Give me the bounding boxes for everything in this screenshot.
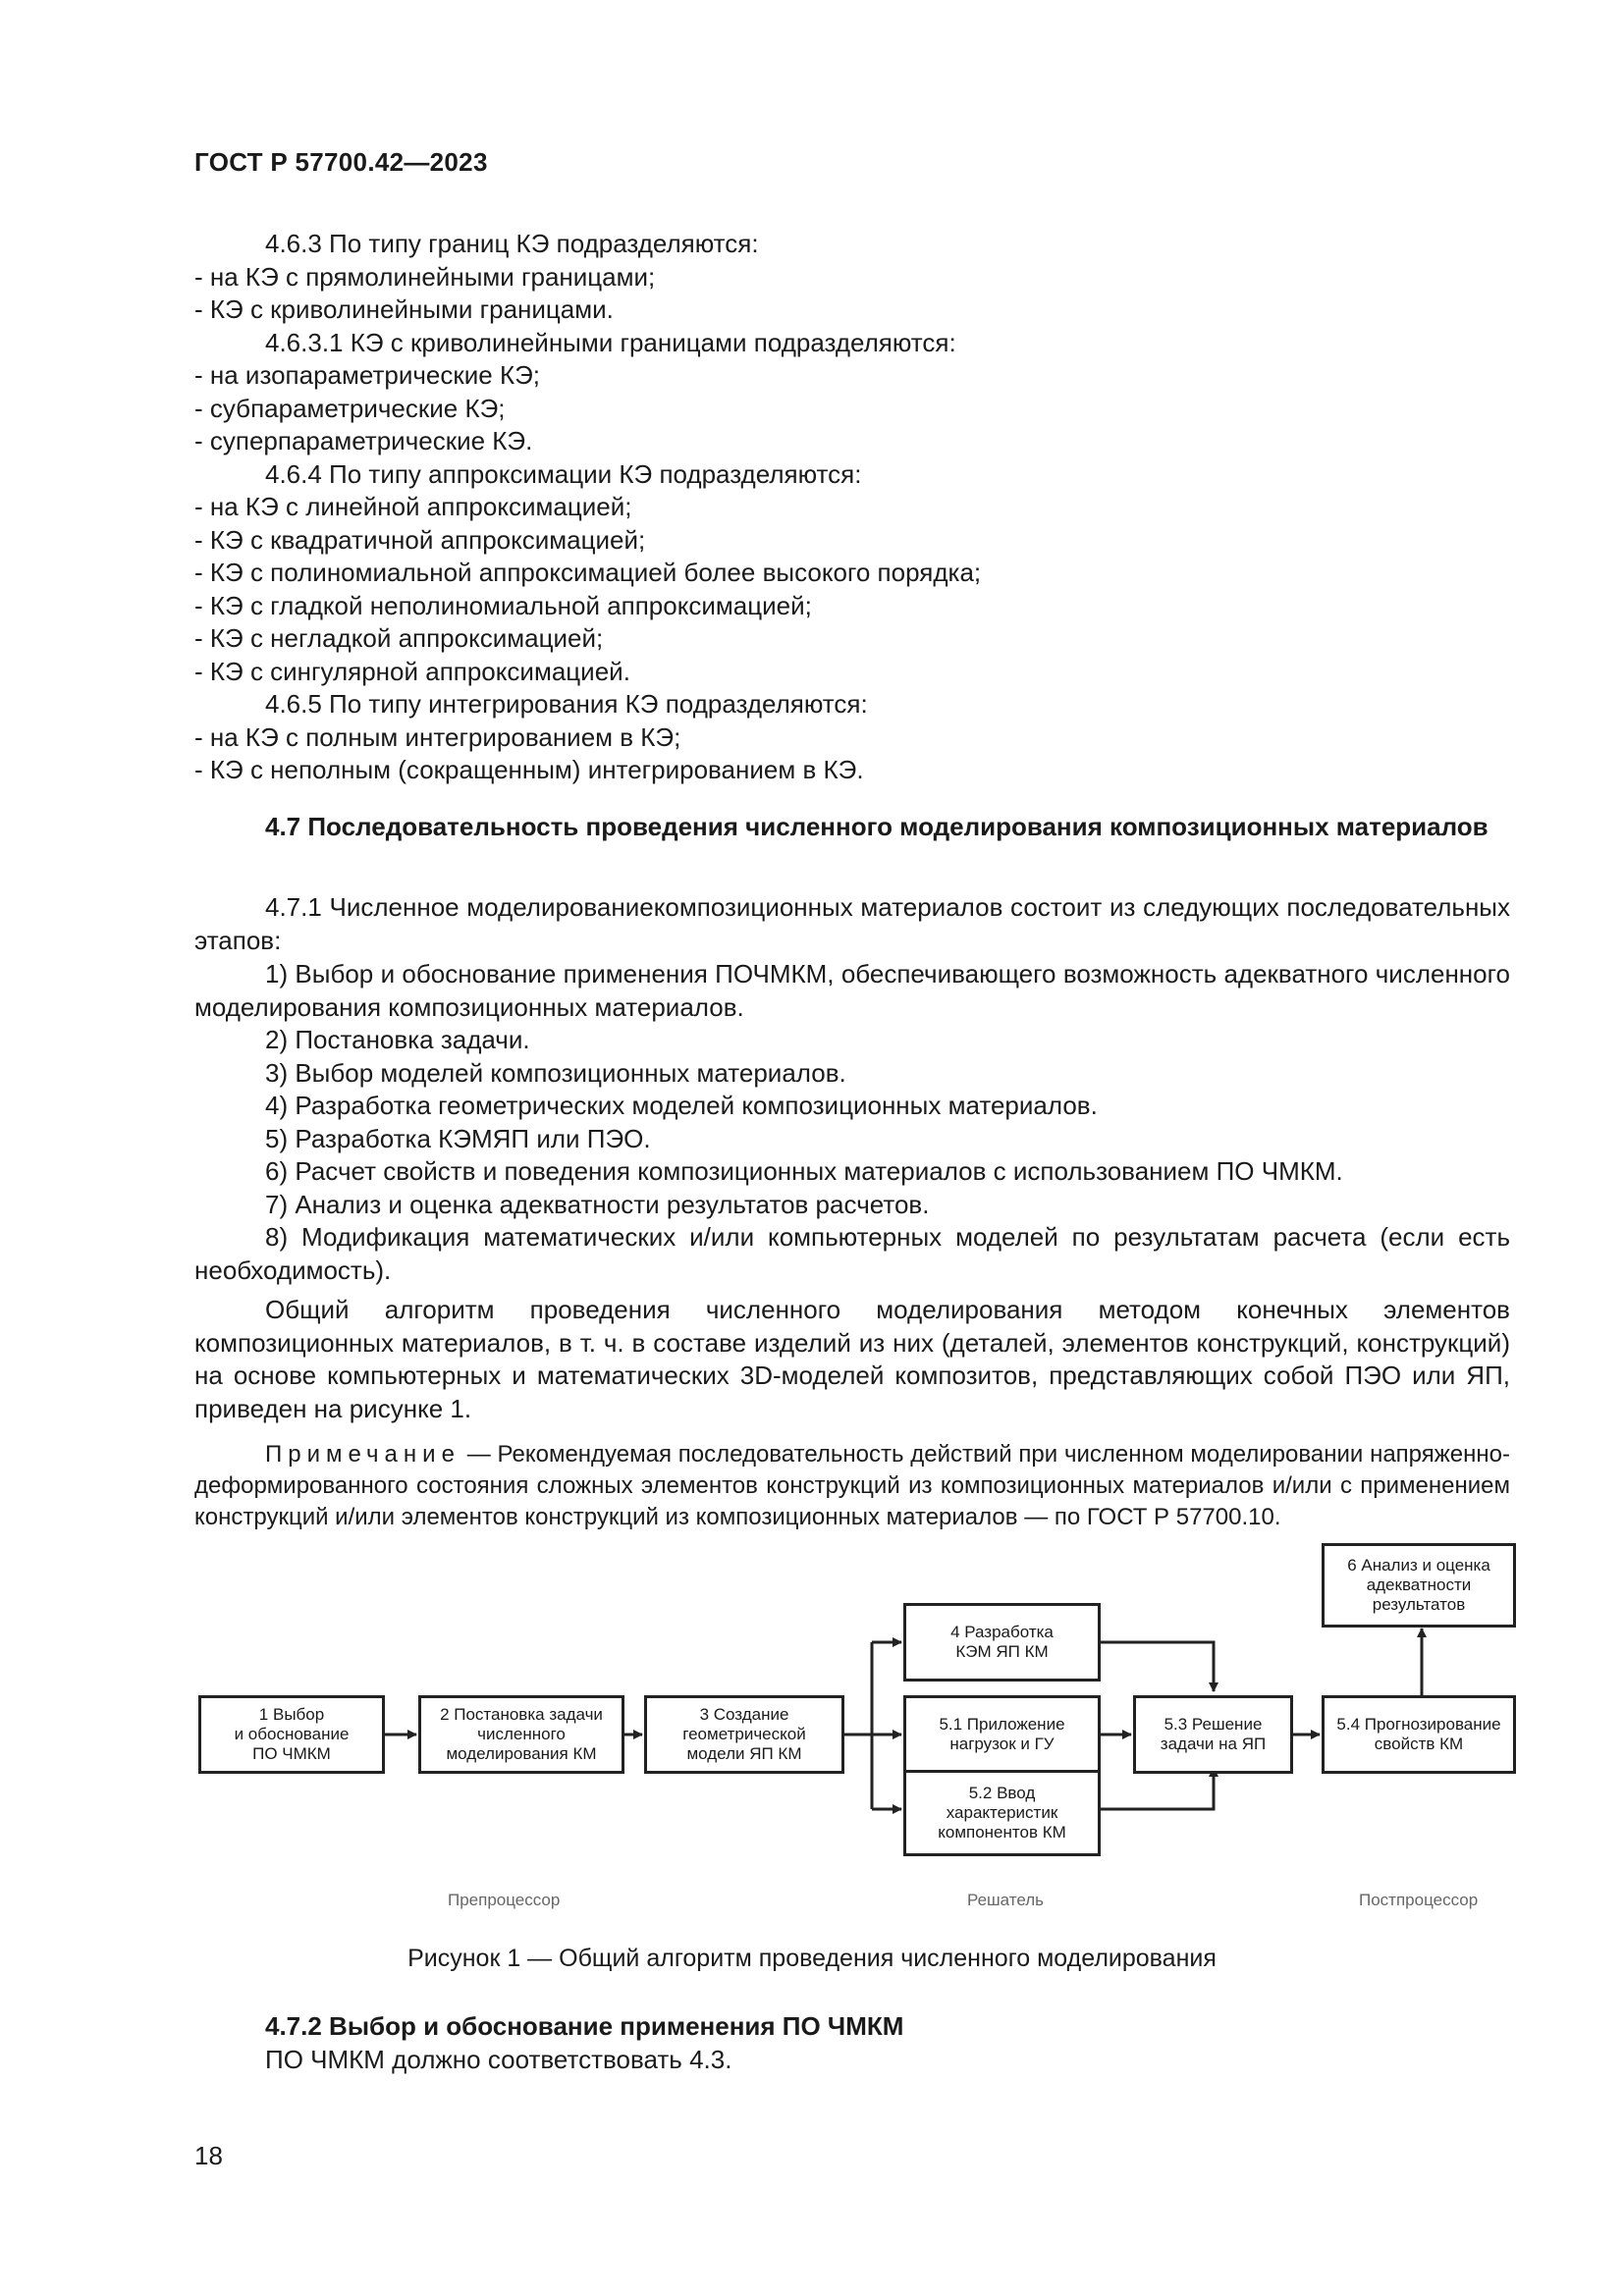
list-item: - КЭ с квадратичной аппроксимацией;: [194, 524, 646, 555]
stage-item: 1) Выбор и обоснование применения ПОЧМКМ, обеспечивающего возможность адекватного численного моделирования композиционных материалов.: [194, 959, 1510, 1022]
section-4-7-title: 4.7 Последовательность проведения численного моделирования композиционных материалов: [265, 812, 1489, 841]
box-5-2-characteristics: 5.2 Ввод характеристик компонентов КМ: [903, 1770, 1101, 1856]
list-item: - субпараметрические КЭ;: [194, 393, 506, 423]
stage-item: 7) Анализ и оценка адекватности результатов расчетов.: [265, 1189, 930, 1219]
classification-list: [194, 228, 1510, 787]
stage-item: 4) Разработка геометрических моделей композиционных материалов.: [265, 1091, 1098, 1120]
stage-item: 3) Выбор моделей композиционных материалов.: [265, 1057, 846, 1088]
list-item: - на КЭ с прямолинейными границами;: [194, 261, 656, 292]
list-item: - КЭ с полиномиальной аппроксимацией более высокого порядка;: [194, 558, 982, 587]
box-3-geometric-model: 3 Создание геометрической модели ЯП КМ: [644, 1695, 844, 1774]
page-number: 18: [194, 2141, 223, 2170]
algorithm-text: Общий алгоритм проведения численного моделирования методом конечных элементов композиционных материалов, в т. ч. в составе изделий из них (деталей, элементов конструкций, конструкций) на основе компьютерных и математических 3D-моделей композитов, представляющих собой ПЭО или ЯП, приведен на рисунке 1.: [194, 1295, 1510, 1423]
algorithm-paragraph: [194, 1294, 1510, 1425]
box-4-fem-development: 4 Разработка КЭМ ЯП КМ: [903, 1603, 1101, 1682]
list-item: - на изопараметрические КЭ;: [194, 360, 541, 390]
document-header: ГОСТ Р 57700.42—2023: [194, 147, 488, 177]
section-4-7-2-text: ПО ЧМКМ должно соответствовать 4.3.: [265, 2045, 732, 2074]
list-item: - на КЭ с линейной аппроксимацией;: [194, 492, 632, 521]
note-paragraph: [194, 1439, 1510, 1533]
section-4-7-2-paragraph: [265, 2044, 1512, 2077]
subsection-line: 4.6.3 По типу границ КЭ подразделяются:: [265, 229, 759, 258]
box-1-select-software: 1 Выбор и обоснование ПО ЧМКМ: [198, 1695, 385, 1774]
stage-item: 5) Разработка КЭМЯП или ПЭО.: [265, 1123, 651, 1153]
note-text: — Рекомендуемая последовательность действий при численном моделировании напряженно-деформированного состояния сложных элементов конструкций из композиционных материалов и/или с применением конструкций и/или элементов конструкций из композиционных материалов — по ГОСТ Р 57700.10.: [194, 1441, 1510, 1530]
stage-item: 8) Модификация математических и/или компьютерных моделей по результатам расчета (если есть необходимость).: [194, 1222, 1510, 1285]
box-2-problem-statement: 2 Постановка задачи численного моделирования КМ: [418, 1695, 624, 1774]
list-item: - КЭ с криволинейными границами.: [194, 294, 614, 324]
note-label: Примечание: [265, 1441, 460, 1468]
list-item: - КЭ с неполным (сокращенным) интегрированием в КЭ.: [194, 755, 864, 784]
figure-caption: Рисунок 1 — Общий алгоритм проведения численного моделирования: [407, 1945, 1217, 1972]
subsection-line: 4.6.3.1 КЭ с криволинейными границами подразделяются:: [265, 327, 956, 357]
subsection-line: 4.6.5 По типу интегрирования КЭ подразделяются:: [265, 689, 868, 719]
list-item: - КЭ с негладкой аппроксимацией;: [194, 623, 604, 653]
box-5-3-solve: 5.3 Решение задачи на ЯП: [1133, 1695, 1293, 1774]
list-item: - на КЭ с полным интегрированием в КЭ;: [194, 721, 681, 752]
stage-item: 6) Расчет свойств и поведения композиционных материалов с использованием ПО ЧМКМ.: [265, 1156, 1343, 1186]
stage-postprocessor: Постпроцессор: [1359, 1891, 1479, 1909]
stage-solver: Решатель: [967, 1891, 1045, 1909]
section-4-7-1-text: 4.7.1 Численное моделированиекомпозиционных материалов состоит из следующих последовательных этапов:: [194, 892, 1510, 955]
stage-preprocessor: Препроцессор: [448, 1891, 561, 1909]
box-5-4-prediction: 5.4 Прогнозирование свойств КМ: [1322, 1695, 1516, 1774]
box-5-1-loads: 5.1 Приложение нагрузок и ГУ: [903, 1695, 1101, 1774]
list-item: - суперпараметрические КЭ.: [194, 426, 533, 455]
list-item: - КЭ с гладкой неполиномиальной аппроксимацией;: [194, 590, 812, 620]
stage-item: 2) Постановка задачи.: [265, 1025, 530, 1054]
section-4-7-1-paragraph: [194, 891, 1510, 957]
box-6-analysis: 6 Анализ и оценка адекватности результатов: [1322, 1543, 1516, 1628]
stages-list: [194, 958, 1510, 1287]
list-item: - КЭ с сингулярной аппроксимацией.: [194, 656, 630, 686]
subsection-line: 4.6.4 По типу аппроксимации КЭ подразделяются:: [265, 458, 862, 489]
section-4-7-2-title: 4.7.2 Выбор и обоснование применения ПО ЧМКМ: [265, 2011, 904, 2041]
